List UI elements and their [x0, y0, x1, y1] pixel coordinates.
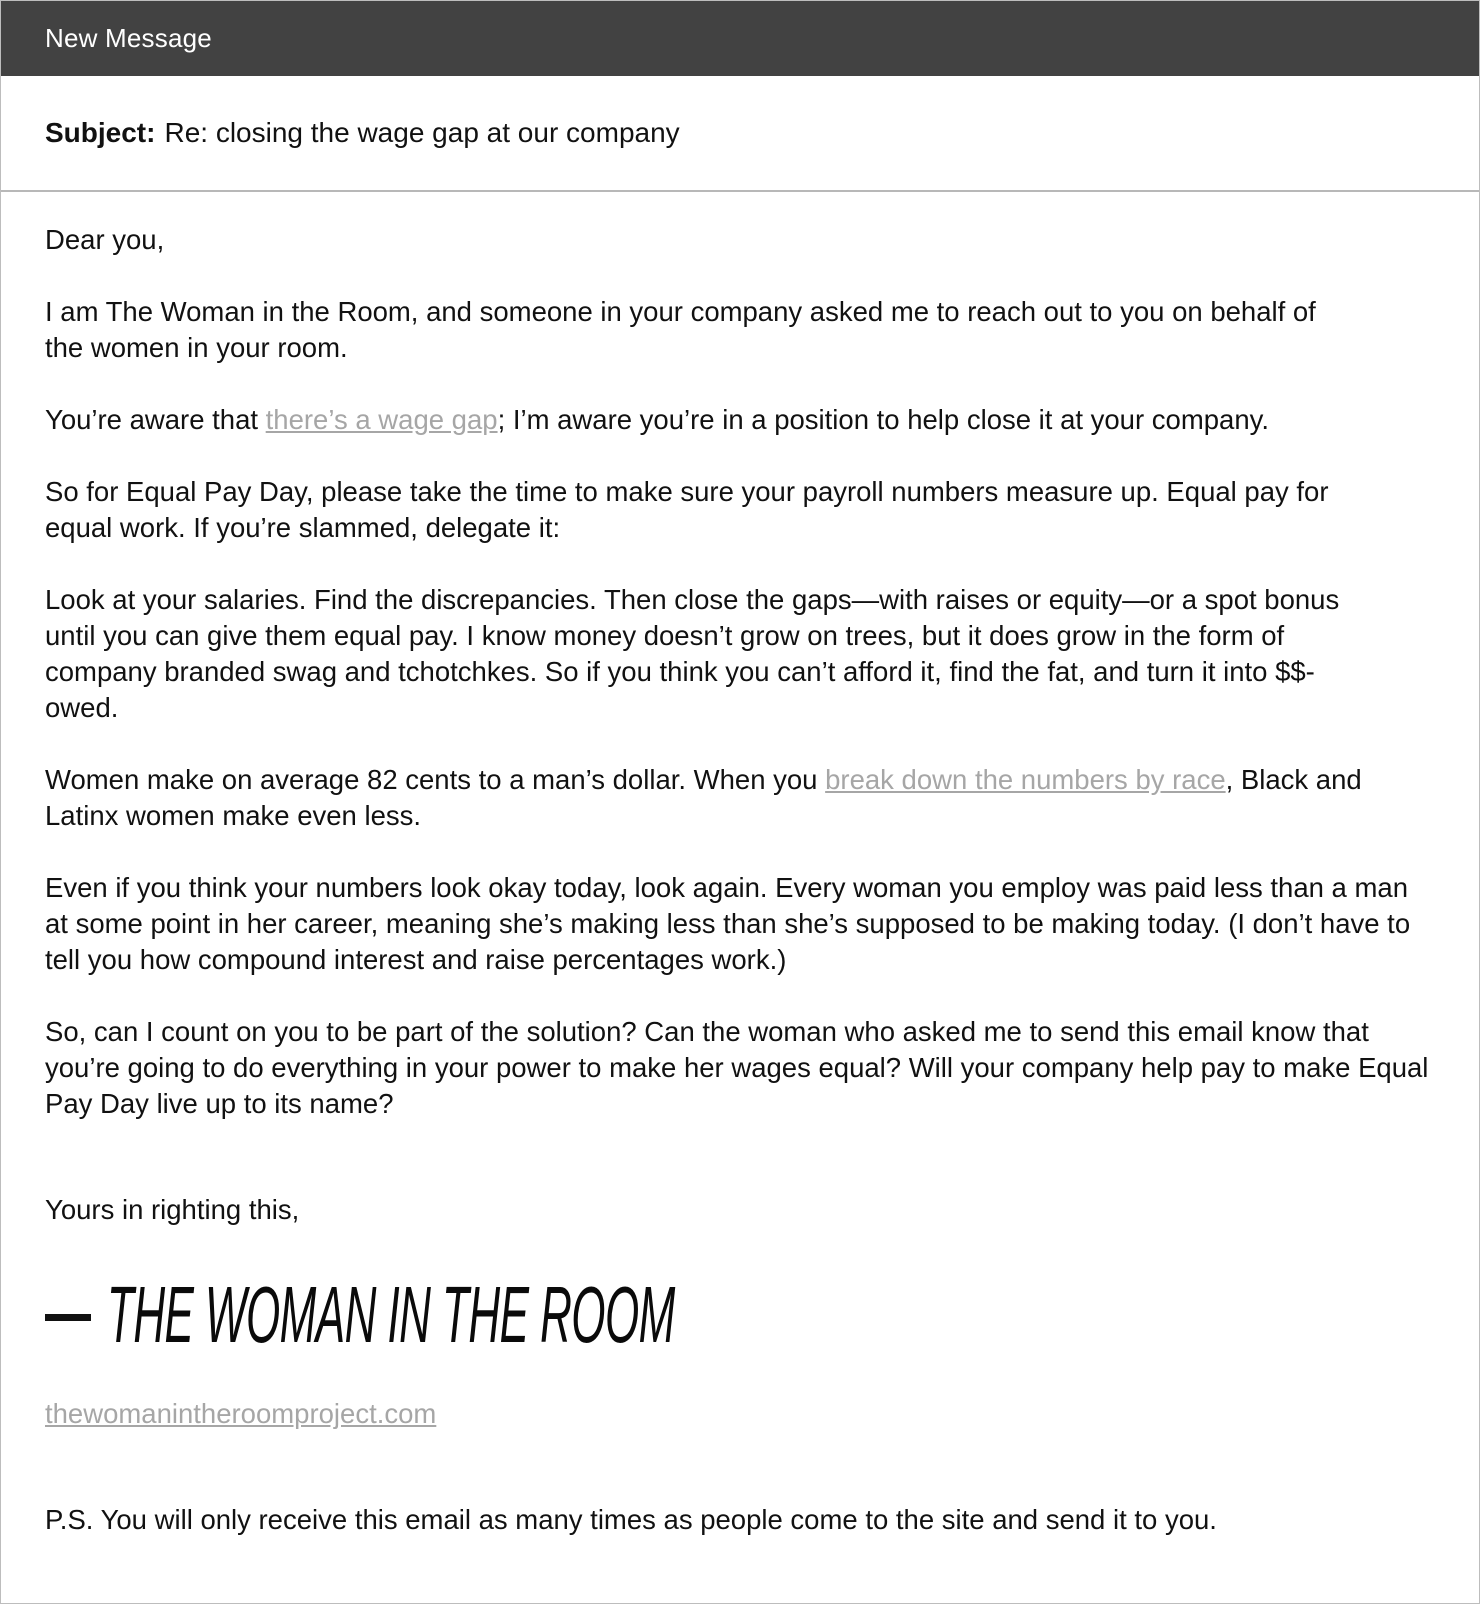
paragraph-text: Women make on average 82 cents to a man’s dollar. When you: [45, 764, 826, 795]
race-numbers-link[interactable]: break down the numbers by race: [825, 764, 1226, 795]
window-title: New Message: [45, 23, 212, 53]
paragraph-text: ; I’m aware you’re in a position to help close it at your company.: [497, 404, 1269, 435]
greeting: Dear you,: [45, 224, 165, 255]
wage-gap-link[interactable]: there’s a wage gap: [265, 404, 498, 435]
paragraph-text: You’re aware that: [45, 404, 266, 435]
message-body[interactable]: [1, 192, 1479, 1538]
subject-label: Subject:: [45, 117, 156, 148]
paragraph-look-again: Even if you think your numbers look okay today, look again. Every woman you employ was paid less than a man at some point in her career, meaning she’s making less than she’s supposed to be making today. (I don’t have to tell you how compound interest and raise percentages work.): [45, 872, 1411, 975]
signature: [45, 1270, 1435, 1359]
paragraph-solution: So, can I count on you to be part of the solution? Can the woman who asked me to send this email know that you’re going to do everything in your power to make her wages equal? Will your company help pay to make Equal Pay Day live up to its name?: [45, 1016, 1429, 1119]
subject-value[interactable]: Re: closing the wage gap at our company: [164, 117, 680, 148]
signature-text: THE WOMAN IN THE ROOM: [107, 1270, 675, 1359]
site-link[interactable]: thewomanintheroomproject.com: [45, 1398, 437, 1429]
paragraph-wage-gap: [45, 402, 1435, 438]
window-titlebar[interactable]: [1, 1, 1479, 76]
paragraph-equal-pay-day: So for Equal Pay Day, please take the time to make sure your payroll numbers measure up. Equal pay for equal work. If you’re slammed, delegate it:: [45, 476, 1329, 543]
signature-dash: [45, 1314, 91, 1321]
closing: Yours in righting this,: [45, 1194, 300, 1225]
paragraph-race: [45, 762, 1435, 834]
subject-field[interactable]: [1, 76, 1479, 192]
paragraph-intro: I am The Woman in the Room, and someone in your company asked me to reach out to you on behalf of the women in your room.: [45, 296, 1316, 363]
paragraph-text: , Black and Latinx women make even less.: [45, 764, 1362, 831]
paragraph-salaries: Look at your salaries. Find the discrepancies. Then close the gaps—with raises or equity—or a spot bonus until you can give them equal pay. I know money doesn’t grow on trees, but it does grow in the form of company branded swag and tchotchkes. So if you think you can’t afford it, find the fat, and turn it into $$-owed.: [45, 584, 1340, 723]
postscript: P.S. You will only receive this email as many times as people come to the site and send it to you.: [45, 1504, 1217, 1535]
